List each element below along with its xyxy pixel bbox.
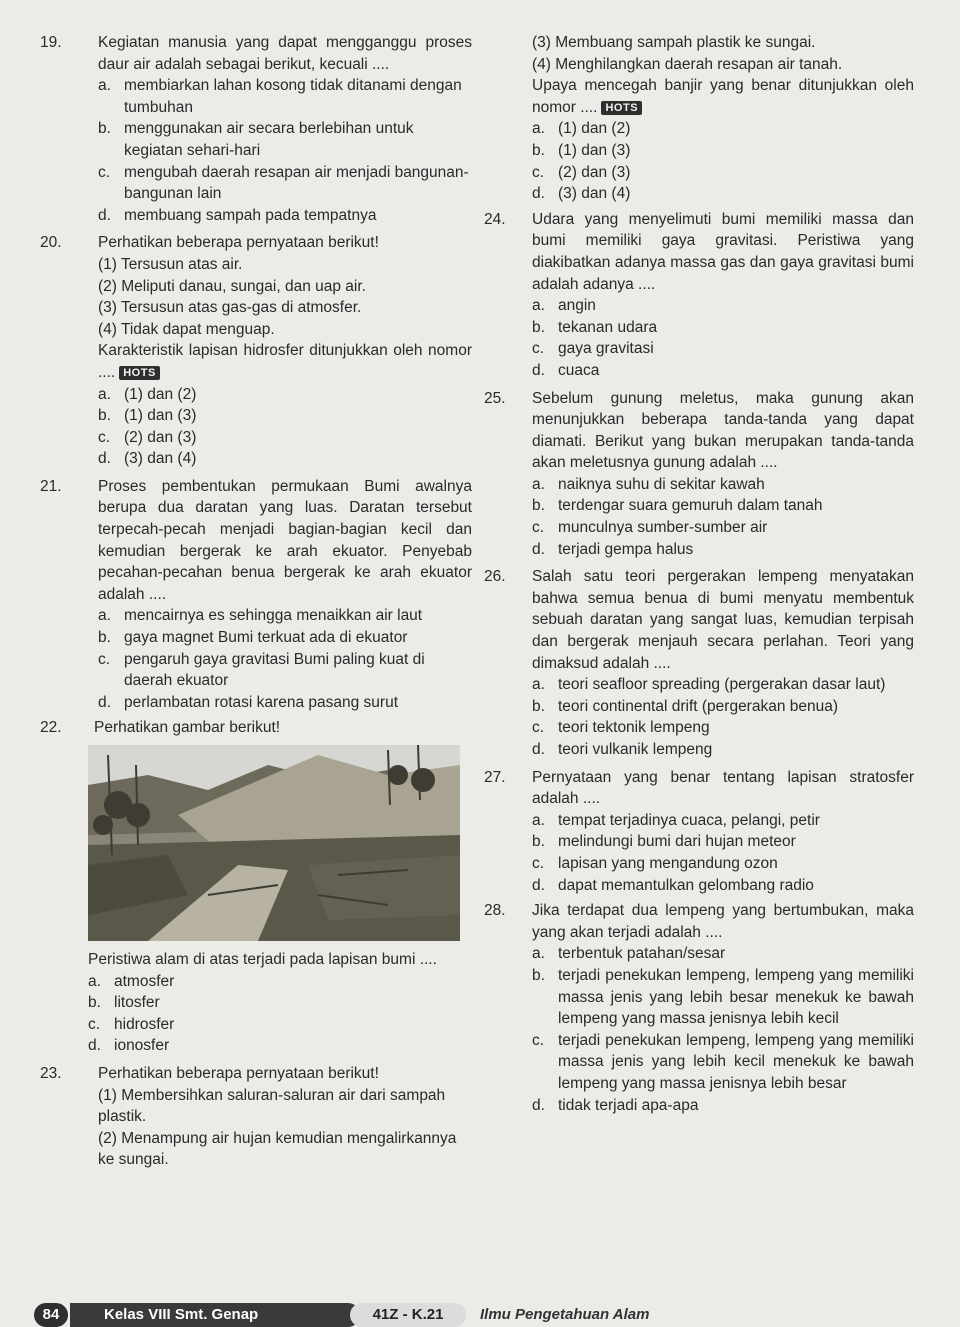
question-number: 28. [484, 902, 506, 920]
right-column [484, 32, 914, 1118]
question-number: 23. [40, 1064, 62, 1082]
option-d[interactable]: d. (3) dan (4) [532, 185, 631, 203]
option-c[interactable]: c. terjadi penekukan lempeng, lempeng yang memiliki massa jenis yang lebih kecil menekuk ke bawah lempeng yang massa jenisnya lebih besar [532, 1031, 914, 1092]
option-a[interactable]: a. naiknya suhu di sekitar kawah [532, 475, 765, 493]
question-number: 24. [484, 210, 506, 228]
option-b[interactable]: b. menggunakan air secara berlebihan untuk kegiatan sehari-hari [98, 120, 414, 159]
question-stem: Perhatikan gambar berikut! [94, 719, 281, 737]
question-number: 21. [40, 477, 62, 495]
option-b[interactable]: b. melindungi bumi dari hujan meteor [532, 833, 796, 851]
question-20 [40, 232, 472, 470]
option-b[interactable]: b. teori continental drift (pergerakan benua) [532, 697, 839, 715]
question-number: 22. [40, 719, 62, 737]
option-d[interactable]: d. cuaca [532, 361, 600, 379]
question-19 [40, 32, 472, 226]
left-column [40, 32, 472, 1173]
question-27 [484, 767, 914, 897]
statement-item: (4) Tidak dapat menguap. [98, 320, 275, 338]
option-d[interactable]: d. (3) dan (4) [98, 450, 197, 468]
option-c[interactable]: c. (2) dan (3) [532, 163, 631, 181]
question-stem: Udara yang menyelimuti bumi memiliki massa dan bumi memiliki gaya gravitasi. Peristiwa yang diakibatkan adanya massa gas dan gaya gravitasi bumi adalah adanya .... [532, 210, 914, 293]
page-footer [34, 1303, 734, 1327]
option-c[interactable]: c. mengubah daerah resapan air menjadi bangunan-bangunan lain [98, 163, 469, 203]
option-d[interactable]: d. ionosfer [88, 1037, 170, 1055]
option-c[interactable]: c. munculnya sumber-sumber air [532, 519, 768, 537]
question-25 [484, 388, 914, 561]
option-b[interactable]: b. litosfer [88, 994, 160, 1012]
option-b[interactable]: b. terjadi penekukan lempeng, lempeng yang memiliki massa jenis yang lebih besar menekuk ke bawah lempeng yang massa jenisnya lebih kecil [532, 966, 914, 1028]
statement-item: (1) Membersihkan saluran-saluran air dari sampah plastik. [98, 1086, 446, 1126]
option-b[interactable]: b. terdengar suara gemuruh dalam tanah [532, 497, 823, 515]
option-b[interactable]: b. (1) dan (3) [532, 141, 631, 159]
option-a[interactable]: a. tempat terjadinya cuaca, pelangi, petir [532, 811, 820, 829]
option-d[interactable]: d. terjadi gempa halus [532, 540, 694, 558]
option-a[interactable]: a. teori seafloor spreading (pergerakan dasar laut) [532, 676, 886, 694]
option-d[interactable]: d. tidak terjadi apa-apa [532, 1096, 699, 1114]
question-stem: Kegiatan manusia yang dapat mengganggu proses daur air adalah sebagai berikut, kecuali .... [98, 34, 472, 73]
option-b[interactable]: b. (1) dan (3) [98, 407, 197, 425]
option-d[interactable]: d. membuang sampah pada tempatnya [98, 206, 377, 224]
photo-caption: Peristiwa alam di atas terjadi pada lapisan bumi .... [88, 951, 437, 968]
question-stem: Jika terdapat dua lempeng yang bertumbukan, maka yang akan terjadi adalah .... [532, 902, 914, 941]
option-a[interactable]: a. angin [532, 297, 596, 315]
option-c[interactable]: c. lapisan yang mengandung ozon [532, 854, 778, 872]
question-23 [40, 1063, 472, 1171]
option-a[interactable]: a. (1) dan (2) [98, 385, 197, 403]
page-number: 84 [34, 1303, 68, 1327]
option-a[interactable]: a. membiarkan lahan kosong tidak ditanami dengan tumbuhan [98, 77, 462, 116]
option-b[interactable]: b. gaya magnet Bumi terkuat ada di ekuator [98, 629, 408, 647]
option-d[interactable]: d. teori vulkanik lempeng [532, 741, 713, 758]
hots-badge: HOTS [601, 101, 642, 115]
question-26 [484, 566, 914, 760]
option-c[interactable]: c. (2) dan (3) [98, 428, 197, 446]
class-label: Kelas VIII Smt. Genap [70, 1303, 360, 1327]
option-c[interactable]: c. pengaruh gaya gravitasi Bumi paling kuat di daerah ekuator [98, 650, 425, 690]
statement-item: (4) Menghilangkan daerah resapan air tanah. [532, 55, 843, 73]
question-stem: Proses pembentukan permukaan Bumi awalnya berupa dua daratan yang luas. Daratan tersebut terpecah-pecah menjadi bagian-bagian kecil dan kemudian bergerak ke arah ekuator. Penyebab pecahan-pecahan benua bergerak ke arah ekuator adalah .... [98, 477, 472, 603]
question-stem: Sebelum gunung meletus, maka gunung akan menunjukkan beberapa tanda-tanda yang dapat diamati. Berikut yang bukan merupakan tanda-tanda akan meletusnya gunung adalah .... [532, 389, 914, 472]
option-b[interactable]: b. tekanan udara [532, 318, 658, 336]
question-stem: Perhatikan beberapa pernyataan berikut! [98, 1064, 379, 1082]
option-a[interactable]: a. atmosfer [88, 972, 175, 990]
question-stem: Pernyataan yang benar tentang lapisan stratosfer adalah .... [532, 768, 914, 808]
question-stem-2: Karakteristik lapisan hidrosfer ditunjukkan oleh nomor .... HOTS [98, 342, 472, 381]
subject-label: Ilmu Pengetahuan Alam [480, 1306, 650, 1323]
statement-item: (1) Tersusun atas air. [98, 255, 243, 273]
question-21 [40, 476, 472, 714]
hots-badge: HOTS [119, 366, 160, 380]
question-23-continued [484, 32, 914, 205]
statement-item: (3) Tersusun atas gas-gas di atmosfer. [98, 299, 362, 317]
option-a[interactable]: a. mencairnya es sehingga menaikkan air laut [98, 607, 423, 625]
option-c[interactable]: c. gaya gravitasi [532, 340, 654, 358]
question-number: 20. [40, 234, 62, 252]
question-24 [484, 209, 914, 382]
question-number: 25. [484, 389, 506, 407]
question-number: 26. [484, 568, 506, 586]
question-number: 19. [40, 34, 62, 51]
landslide-photo [88, 745, 460, 941]
question-28 [484, 900, 914, 1116]
book-code: 41Z - K.21 [350, 1303, 466, 1327]
option-c[interactable]: c. hidrosfer [88, 1015, 175, 1033]
question-number: 27. [484, 768, 506, 786]
option-a[interactable]: a. terbentuk patahan/sesar [532, 945, 726, 963]
statement-item: (2) Menampung air hujan kemudian mengalirkannya ke sungai. [98, 1129, 457, 1169]
question-stem: Perhatikan beberapa pernyataan berikut! [98, 234, 379, 252]
option-a[interactable]: a. (1) dan (2) [532, 120, 631, 138]
question-22 [40, 717, 472, 1057]
statement-item: (3) Membuang sampah plastik ke sungai. [532, 34, 816, 51]
option-d[interactable]: d. dapat memantulkan gelombang radio [532, 876, 814, 894]
question-stem-2: Upaya mencegah banjir yang benar ditunjukkan oleh nomor .... HOTS [532, 77, 914, 116]
question-stem: Salah satu teori pergerakan lempeng menyatakan bahwa semua benua di bumi menyatu membentuk sebuah daratan yang sangat luas, kemudian terpisah dan bergerak menjauh secara perlahan. Teori yang dimaksud adalah .... [532, 568, 914, 672]
statement-item: (2) Meliputi danau, sungai, dan uap air. [98, 277, 366, 295]
option-d[interactable]: d. perlambatan rotasi karena pasang surut [98, 693, 398, 711]
option-c[interactable]: c. teori tektonik lempeng [532, 719, 710, 737]
